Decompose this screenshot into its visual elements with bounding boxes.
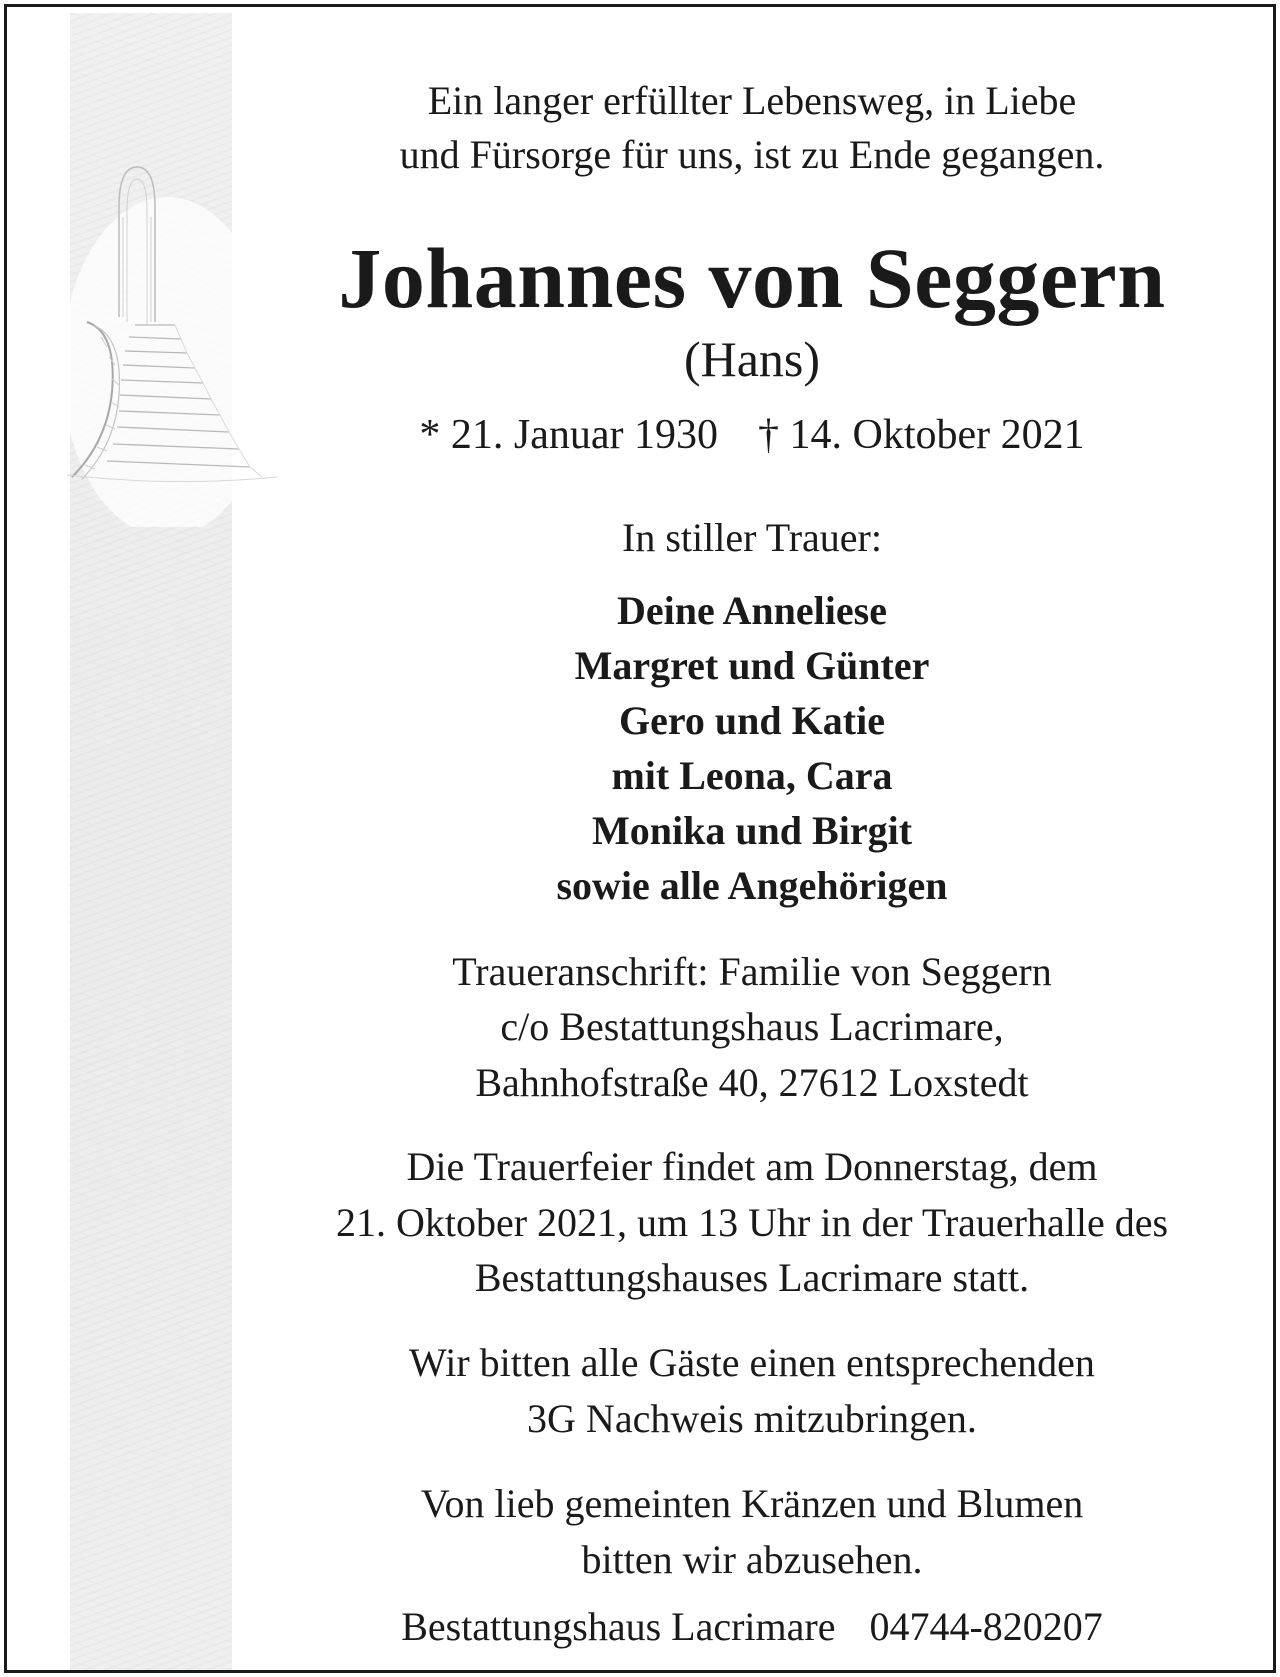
funeral-home-phone: 04744-820207 bbox=[869, 1604, 1103, 1649]
opening-line-1: Ein langer erfüllter Lebensweg, in Liebe bbox=[427, 78, 1077, 123]
address-line-3: Bahnhofstraße 40, 27612 Loxstedt bbox=[475, 1060, 1029, 1105]
deceased-nickname: (Hans) bbox=[683, 331, 821, 387]
address-line-2: c/o Bestattungshaus Lacrimare, bbox=[500, 1004, 1004, 1049]
funeral-home-name: Bestattungshaus Lacrimare bbox=[401, 1604, 836, 1649]
flowers-notice-line-2: bitten wir abzusehen. bbox=[581, 1537, 923, 1582]
death-date: † 14. Oktober 2021 bbox=[757, 412, 1085, 458]
mourner-name: sowie alle Angehörigen bbox=[556, 863, 948, 908]
notice-text-column bbox=[237, 7, 1267, 1672]
mourner-name: mit Leona, Cara bbox=[611, 753, 893, 798]
covid-notice-line-1: Wir bitten alle Gäste einen entsprechenden bbox=[409, 1340, 1095, 1385]
mourner-name: Margret und Günter bbox=[574, 643, 930, 688]
obituary-notice bbox=[4, 4, 1276, 1673]
covid-notice-line-2: 3G Nachweis mitzubringen. bbox=[527, 1396, 977, 1441]
mourner-name: Gero und Katie bbox=[619, 698, 885, 743]
life-dates bbox=[237, 411, 1267, 459]
mourner-name: Monika und Birgit bbox=[591, 808, 913, 853]
opening-line-2: und Fürsorge für uns, ist zu Ende gegangen. bbox=[399, 132, 1105, 177]
funeral-home-footer bbox=[237, 1604, 1267, 1650]
ceremony-line-3: Bestattungshauses Lacrimare statt. bbox=[474, 1255, 1030, 1300]
deceased-name: Johannes von Seggern bbox=[338, 230, 1166, 326]
ceremony-line-1: Die Trauerfeier findet am Donnerstag, dem bbox=[406, 1144, 1098, 1189]
mourning-intro: In stiller Trauer: bbox=[622, 515, 882, 560]
birth-date: * 21. Januar 1930 bbox=[419, 412, 718, 458]
flowers-notice-line-1: Von lieb gemeinten Kränzen und Blumen bbox=[420, 1481, 1084, 1526]
address-line-1: Traueranschrift: Familie von Seggern bbox=[452, 949, 1052, 994]
mourner-name: Deine Anneliese bbox=[617, 588, 887, 633]
ceremony-line-2: 21. Oktober 2021, um 13 Uhr in der Trauerhalle des bbox=[335, 1200, 1169, 1245]
